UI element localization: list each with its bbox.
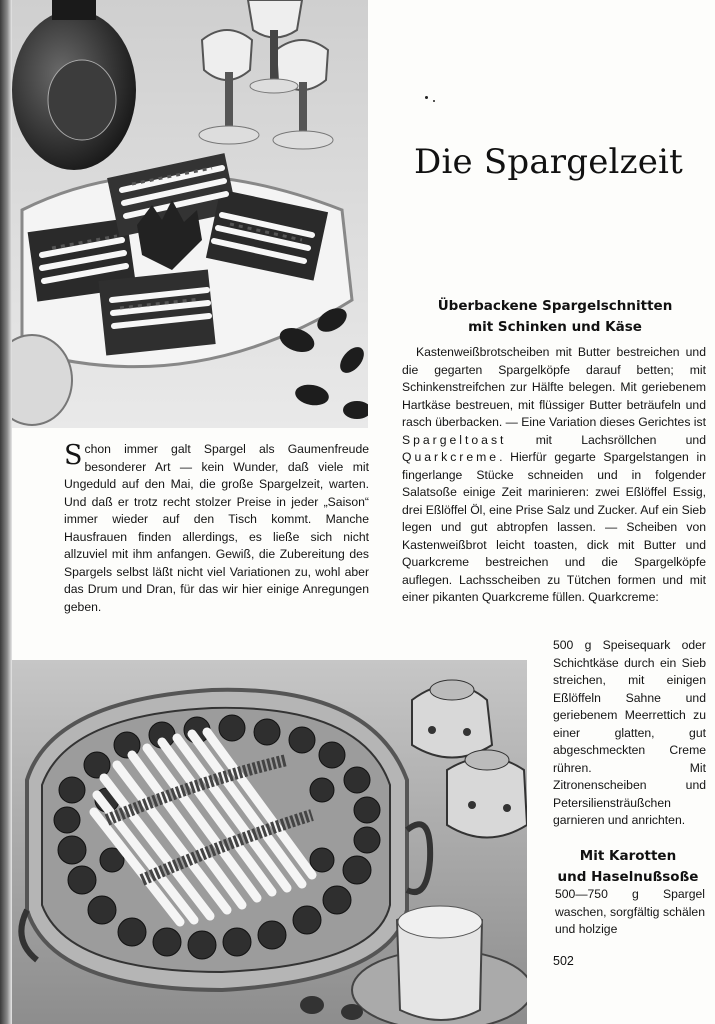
recipe-1-title (404, 296, 706, 338)
recipe-2-title-line2: und Haselnußsoße (557, 869, 699, 885)
asparagus-carrot-dish-photo (12, 660, 527, 1024)
page-number: 502 (553, 954, 574, 968)
spaced-term-quarkcreme: Quarkcreme (402, 450, 500, 464)
recipe-1-body-part3: . Hierfür gegarte Spargelstangen in fingerlange Stücke schneiden und in folgender Salatsoße einige Zeit marinieren: zwei Eßlöffel Essig, drei Eßlöffel Öl, eine Prise Salz und Zucker. Auf ein Sieb legen und gut abtropfen lassen. — Scheiben von Kastenweißbrot leicht toasten, dick mit Butter und Quarkcreme bestreichen und die Spargelköpfe auflegen. Lachsscheiben zu Tütchen formen und mit einer pikanten Quarkcreme füllen. Quarkcreme: (402, 450, 706, 604)
decorative-dot (425, 96, 428, 99)
decorative-dot (433, 100, 435, 102)
top-photo (12, 0, 368, 428)
intro-text: chon immer galt Spargel als Gaumenfreude besonderer Art — kein Wunder, daß viele mit Ungeduld auf den Mai, die große Spargelzeit, warten. Und daß er trotz recht stolzer Preise in jeder „Saison“ immer wieder auf den Tisch kommt. Manche Hausfrauen finden allerdings, es ließe sich nicht allzuviel mit ihm anfangen. Gewiß, die Zubereitung des Spargels selbst läßt nicht viel Variationen zu, wohl aber das Drum und Dran, für das wir hier einige Anregungen geben. (64, 442, 369, 614)
recipe-2-body: 500—750 g Spargel waschen, sorgfältig schälen und holzige (555, 887, 705, 936)
intro-dropcap: S (64, 440, 83, 471)
recipe-1-body (402, 344, 706, 607)
spaced-term-spargeltoast: Spargeltoast (402, 432, 507, 447)
recipe-2-title (554, 846, 702, 888)
intro-paragraph (64, 441, 369, 616)
page-binding-edge (0, 0, 12, 1024)
recipe-1-body-narrow: 500 g Speisequark oder Schichtkäse durch ein Sieb streichen, mit einigen Eßlöffeln Sahne und geriebenem Meerrettich zu einer glatten, gut abgeschmeckten Creme rühren. Mit Zitronenscheiben und Petersiliensträußchen garnieren und anrichten. (553, 638, 706, 827)
recipe-2-title-line1: Mit Karotten (579, 848, 677, 864)
asparagus-toast-platter-photo (12, 0, 368, 428)
bottom-photo (12, 660, 527, 1024)
recipe-1-body-part1: Kastenweißbrotscheiben mit Butter bestreichen und die gegarten Spargelköpfe darauf betten; mit Schinkenstreifchen zur Hälfte belegen. Mit geriebenem Hartkäse bestreuen, mit flüssiger Butter beträufeln und rasch überbacken. — Eine Variation dieses Gerichtes ist (402, 345, 706, 429)
recipe-1-body-part2: mit Lachsröllchen und (506, 432, 706, 447)
recipe-1-title-line1: Überbackene Spargelschnitten (437, 298, 673, 314)
page-title: Die Spargelzeit (414, 142, 683, 182)
recipe-1-title-line2: mit Schinken und Käse (468, 319, 642, 335)
